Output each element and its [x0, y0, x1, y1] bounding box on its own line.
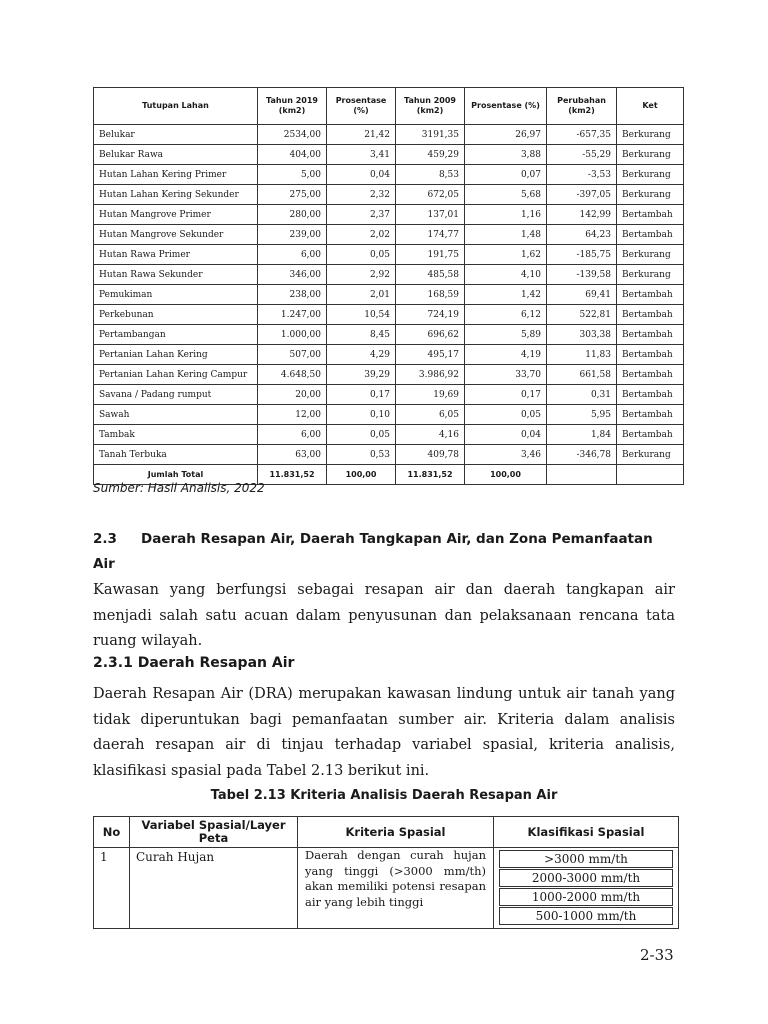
section-intro: Kawasan yang berfungsi sebagai resapan air dan daerah tangkapan air menjadi salah satu acuan dalam penyusunan dan pelaksanaan rencana tata ruang wilayah. — [93, 582, 675, 649]
change-status: Bertambah — [617, 405, 684, 425]
value-cell: 4.648,50 — [258, 365, 327, 385]
value-cell: 2,01 — [327, 285, 396, 305]
table-row — [94, 205, 684, 225]
value-cell: 5,89 — [465, 325, 547, 345]
value-cell: 1,48 — [465, 225, 547, 245]
table-row — [94, 385, 684, 405]
value-cell: 1.000,00 — [258, 325, 327, 345]
value-cell: 142,99 — [547, 205, 617, 225]
value-cell: 6,12 — [465, 305, 547, 325]
land-cover-name: Savana / Padang rumput — [94, 385, 258, 405]
class-box: 500-1000 mm/th — [499, 907, 673, 925]
page-number: 2-33 — [640, 946, 674, 964]
col-header: Tutupan Lahan — [94, 88, 258, 125]
change-status: Bertambah — [617, 345, 684, 365]
table-row — [94, 405, 684, 425]
value-cell: 4,29 — [327, 345, 396, 365]
value-cell: 4,16 — [396, 425, 465, 445]
land-cover-name: Pemukiman — [94, 285, 258, 305]
table-row — [94, 365, 684, 385]
value-cell: 191,75 — [396, 245, 465, 265]
class-box: 1000-2000 mm/th — [499, 888, 673, 906]
value-cell: -346,78 — [547, 445, 617, 465]
table-row — [94, 225, 684, 245]
value-cell: 672,05 — [396, 185, 465, 205]
section-title: Daerah Resapan Air, Daerah Tangkapan Air, dan Zona Pemanfaatan Air — [93, 531, 653, 572]
table-row — [94, 245, 684, 265]
value-cell: -55,29 — [547, 145, 617, 165]
col-header: Tahun 2019 (km2) — [258, 88, 327, 125]
value-cell: 3,46 — [465, 445, 547, 465]
value-cell: 137,01 — [396, 205, 465, 225]
value-cell: 303,38 — [547, 325, 617, 345]
value-cell: 346,00 — [258, 265, 327, 285]
value-cell: 485,58 — [396, 265, 465, 285]
value-cell: 275,00 — [258, 185, 327, 205]
land-cover-name: Hutan Lahan Kering Primer — [94, 165, 258, 185]
table-row — [94, 325, 684, 345]
table-row — [94, 445, 684, 465]
value-cell: 3.986,92 — [396, 365, 465, 385]
value-cell: 64,23 — [547, 225, 617, 245]
value-cell: -657,35 — [547, 125, 617, 145]
value-cell: 5,95 — [547, 405, 617, 425]
change-status: Berkurang — [617, 185, 684, 205]
land-cover-name: Pertanian Lahan Kering — [94, 345, 258, 365]
total-cell — [617, 465, 684, 485]
table-row — [94, 145, 684, 165]
value-cell: -3,53 — [547, 165, 617, 185]
class-box: 2000-3000 mm/th — [499, 869, 673, 887]
col-header: Klasifikasi Spasial — [494, 817, 679, 848]
value-cell: 1,16 — [465, 205, 547, 225]
col-header: Ket — [617, 88, 684, 125]
value-cell: 0,05 — [327, 245, 396, 265]
value-cell: 1,84 — [547, 425, 617, 445]
value-cell: -139,58 — [547, 265, 617, 285]
value-cell: 19,69 — [396, 385, 465, 405]
value-cell: 12,00 — [258, 405, 327, 425]
value-cell: 724,19 — [396, 305, 465, 325]
value-cell: 2,32 — [327, 185, 396, 205]
value-cell: 522,81 — [547, 305, 617, 325]
col-header: Kriteria Spasial — [298, 817, 494, 848]
land-cover-name: Hutan Mangrove Primer — [94, 205, 258, 225]
value-cell: 4,10 — [465, 265, 547, 285]
table-source: Sumber: Hasil Analisis, 2022 — [93, 481, 265, 495]
value-cell: 11,83 — [547, 345, 617, 365]
col-header: Perubahan (km2) — [547, 88, 617, 125]
change-status: Berkurang — [617, 145, 684, 165]
land-cover-name: Hutan Lahan Kering Sekunder — [94, 185, 258, 205]
value-cell: 0,04 — [465, 425, 547, 445]
value-cell: 507,00 — [258, 345, 327, 365]
value-cell: 0,10 — [327, 405, 396, 425]
col-header: Prosentase (%) — [327, 88, 396, 125]
value-cell: 39,29 — [327, 365, 396, 385]
value-cell: 33,70 — [465, 365, 547, 385]
change-status: Berkurang — [617, 265, 684, 285]
value-cell: 0,53 — [327, 445, 396, 465]
total-cell — [547, 465, 617, 485]
value-cell: 404,00 — [258, 145, 327, 165]
value-cell: 8,45 — [327, 325, 396, 345]
value-cell: 696,62 — [396, 325, 465, 345]
total-cell: 100,00 — [465, 465, 547, 485]
land-cover-name: Hutan Rawa Primer — [94, 245, 258, 265]
row-number: 1 — [94, 848, 130, 929]
value-cell: 0,04 — [327, 165, 396, 185]
change-status: Berkurang — [617, 125, 684, 145]
change-status: Berkurang — [617, 165, 684, 185]
value-cell: 2,02 — [327, 225, 396, 245]
class-box: >3000 mm/th — [499, 850, 673, 868]
value-cell: 2,37 — [327, 205, 396, 225]
change-status: Berkurang — [617, 245, 684, 265]
value-cell: 6,05 — [396, 405, 465, 425]
row-criteria: Daerah dengan curah hujan yang tinggi (>3000 mm/th) akan memiliki potensi resapan air yang lebih tinggi — [298, 848, 494, 929]
value-cell: 239,00 — [258, 225, 327, 245]
subsection-heading: 2.3.1 Daerah Resapan Air — [93, 655, 295, 671]
total-cell: 11.831,52 — [396, 465, 465, 485]
land-cover-name: Belukar Rawa — [94, 145, 258, 165]
value-cell: 63,00 — [258, 445, 327, 465]
change-status: Bertambah — [617, 305, 684, 325]
value-cell: 21,42 — [327, 125, 396, 145]
change-status: Bertambah — [617, 285, 684, 305]
land-cover-name: Pertanian Lahan Kering Campur — [94, 365, 258, 385]
land-cover-name: Hutan Mangrove Sekunder — [94, 225, 258, 245]
table-row — [94, 125, 684, 145]
total-cell: 100,00 — [327, 465, 396, 485]
table-row — [94, 305, 684, 325]
value-cell: 2534,00 — [258, 125, 327, 145]
change-status: Bertambah — [617, 365, 684, 385]
value-cell: 6,00 — [258, 425, 327, 445]
table-header-row — [94, 88, 684, 125]
subsection-paragraph: Daerah Resapan Air (DRA) merupakan kawasan lindung untuk air tanah yang tidak diperuntukan bagi pemanfaatan sumber air. Kriteria dalam analisis daerah resapan air di tinjau terhadap variabel spasial, kriteria analisis, klasifikasi spasial pada Tabel 2.13 berikut ini. — [93, 686, 675, 779]
value-cell: 1,62 — [465, 245, 547, 265]
total-cell: 11.831,52 — [258, 465, 327, 485]
value-cell: 3191,35 — [396, 125, 465, 145]
value-cell: 2,92 — [327, 265, 396, 285]
table-header-row — [94, 817, 679, 848]
value-cell: 3,41 — [327, 145, 396, 165]
value-cell: 20,00 — [258, 385, 327, 405]
table-row — [94, 165, 684, 185]
value-cell: 280,00 — [258, 205, 327, 225]
value-cell: 174,77 — [396, 225, 465, 245]
change-status: Bertambah — [617, 385, 684, 405]
land-cover-name: Belukar — [94, 125, 258, 145]
land-cover-table — [93, 87, 684, 485]
table-row — [94, 185, 684, 205]
value-cell: 0,17 — [465, 385, 547, 405]
land-cover-name: Hutan Rawa Sekunder — [94, 265, 258, 285]
value-cell: 0,05 — [327, 425, 396, 445]
change-status: Bertambah — [617, 325, 684, 345]
col-header: No — [94, 817, 130, 848]
change-status: Bertambah — [617, 225, 684, 245]
col-header: Tahun 2009 (km2) — [396, 88, 465, 125]
value-cell: 661,58 — [547, 365, 617, 385]
value-cell: 5,68 — [465, 185, 547, 205]
value-cell: 26,97 — [465, 125, 547, 145]
col-header: Prosentase (%) — [465, 88, 547, 125]
value-cell: 1.247,00 — [258, 305, 327, 325]
total-label: Jumlah Total — [94, 465, 258, 485]
table-row — [94, 848, 679, 929]
value-cell: 0,07 — [465, 165, 547, 185]
value-cell: -397,05 — [547, 185, 617, 205]
land-cover-name: Tanah Terbuka — [94, 445, 258, 465]
col-header: Variabel Spasial/Layer Peta — [130, 817, 298, 848]
value-cell: 8,53 — [396, 165, 465, 185]
table-row — [94, 265, 684, 285]
value-cell: 3,88 — [465, 145, 547, 165]
value-cell: 168,59 — [396, 285, 465, 305]
value-cell: -185,75 — [547, 245, 617, 265]
table-row — [94, 285, 684, 305]
value-cell: 409,78 — [396, 445, 465, 465]
value-cell: 4,19 — [465, 345, 547, 365]
value-cell: 0,17 — [327, 385, 396, 405]
change-status: Bertambah — [617, 205, 684, 225]
value-cell: 69,41 — [547, 285, 617, 305]
value-cell: 238,00 — [258, 285, 327, 305]
criteria-table — [93, 816, 679, 929]
change-status: Bertambah — [617, 425, 684, 445]
section-number: 2.3 — [93, 531, 117, 547]
value-cell: 5,00 — [258, 165, 327, 185]
value-cell: 1,42 — [465, 285, 547, 305]
land-cover-name: Sawah — [94, 405, 258, 425]
land-cover-name: Pertambangan — [94, 325, 258, 345]
row-variable: Curah Hujan — [130, 848, 298, 929]
change-status: Berkurang — [617, 445, 684, 465]
value-cell: 0,31 — [547, 385, 617, 405]
value-cell: 6,00 — [258, 245, 327, 265]
value-cell: 495,17 — [396, 345, 465, 365]
row-classes — [494, 848, 679, 929]
value-cell: 459,29 — [396, 145, 465, 165]
section-heading — [93, 527, 678, 577]
table-row — [94, 425, 684, 445]
value-cell: 0,05 — [465, 405, 547, 425]
land-cover-name: Tambak — [94, 425, 258, 445]
table-caption: Tabel 2.13 Kriteria Analisis Daerah Resapan Air — [210, 788, 558, 803]
table-row — [94, 345, 684, 365]
value-cell: 10,54 — [327, 305, 396, 325]
land-cover-name: Perkebunan — [94, 305, 258, 325]
